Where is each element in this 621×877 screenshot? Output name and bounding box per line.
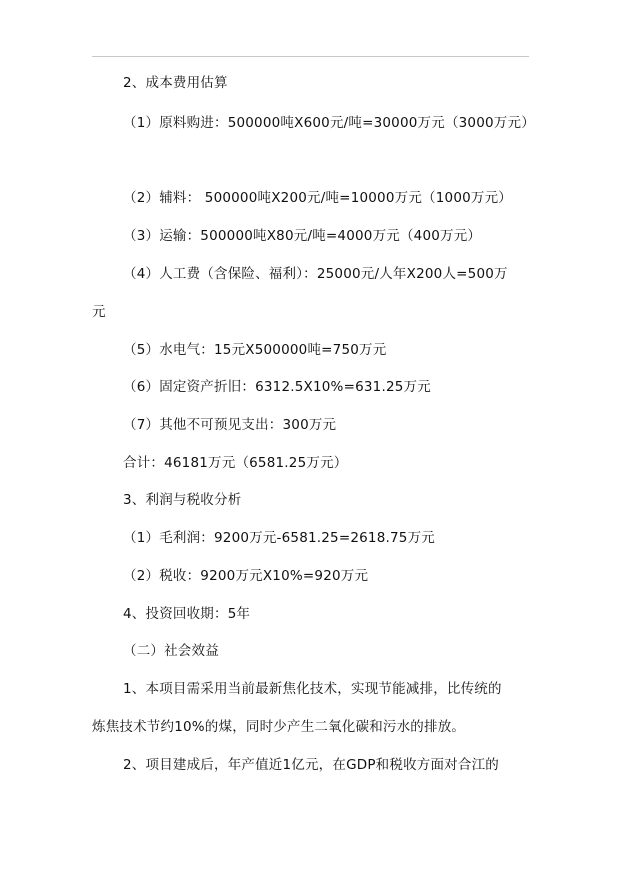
text-gross-profit: （1）毛利润：9200万元-6581.25=2618.75万元	[123, 530, 435, 546]
text-benefit-1-cont: 炼焦技术节约10%的煤，同时少产生二氧化碳和污水的排放。	[92, 719, 466, 735]
text-payback-period: 4、投资回收期：5年	[123, 606, 251, 622]
heading-cost-estimate: 2、成本费用估算	[123, 75, 228, 91]
text-tax: （2）税收：9200万元X10%=920万元	[123, 568, 369, 584]
text-transport: （3）运输：500000吨X80元/吨=4000万元（400万元）	[123, 228, 482, 244]
text-depreciation: （6）固定资产折旧：6312.5X10%=631.25万元	[123, 379, 431, 395]
text-other-expenses: （7）其他不可预见支出：300万元	[123, 417, 337, 433]
text-benefit-2: 2、项目建成后，年产值近1亿元，在GDP和税收方面对合江的	[123, 757, 499, 773]
header-rule	[92, 56, 529, 57]
text-raw-material: （1）原料购进：500000吨X600元/吨=30000万元（3000万元）	[123, 115, 535, 131]
text-total: 合计：46181万元（6581.25万元）	[123, 455, 348, 471]
text-labor-cost: （4）人工费（含保险、福利）：25000元/人年X200人=500万	[123, 266, 508, 282]
heading-profit-tax: 3、利润与税收分析	[123, 492, 242, 508]
heading-social-benefit: （二）社会效益	[123, 643, 219, 659]
text-auxiliary-material: （2）辅料： 500000吨X200元/吨=10000万元（1000万元）	[123, 190, 512, 206]
text-benefit-1: 1、本项目需采用当前最新焦化技术，实现节能减排，比传统的	[123, 681, 502, 697]
text-labor-cost-cont: 元	[92, 304, 106, 320]
text-utilities: （5）水电气：15元X500000吨=750万元	[123, 342, 387, 358]
